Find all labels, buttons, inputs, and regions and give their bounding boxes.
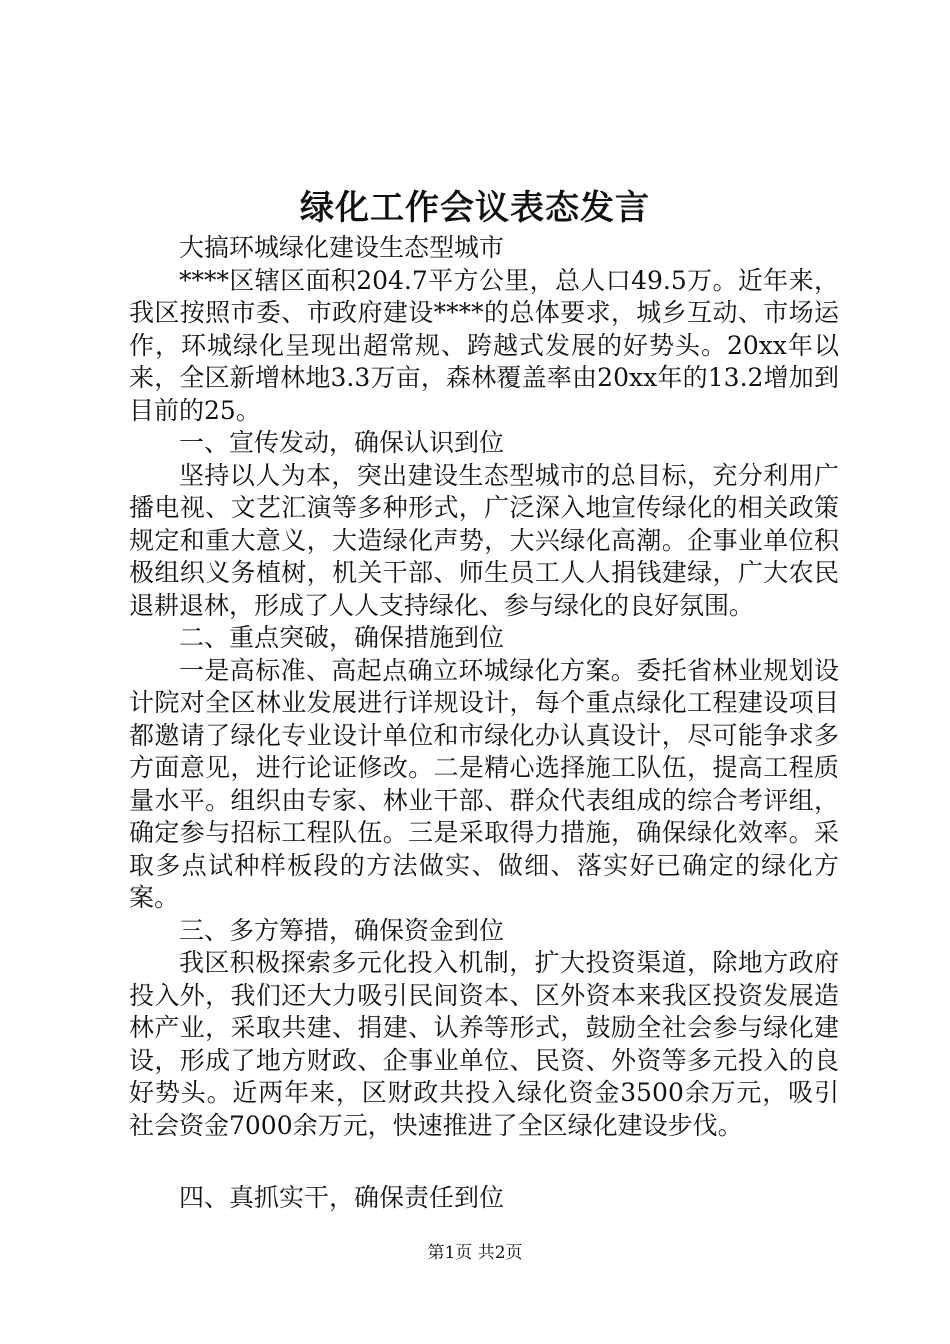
section-heading-4: 四、真抓实干，确保责任到位 [179, 1183, 505, 1212]
document-body [129, 232, 839, 1215]
section-paragraph-3: 我区积极探索多元化投入机制，扩大投资渠道，除地方政府投入外，我们还大力吸引民间资本、区外资本来我区投资发展造林产业，采取共建、捐建、认养等形式，鼓励全社会参与绿化建设，形成了地方财政、企事业单位、民资、外资等多元投入的良好势头。近两年来，区财政共投入绿化资金3500余万元，吸引社会资金7000余万元，快速推进了全区绿化建设步伐。 [129, 948, 839, 1140]
paragraph-spacer [129, 1142, 839, 1182]
section-heading-2: 二、重点突破，确保措施到位 [179, 623, 505, 652]
section-paragraph-1: 坚持以人为本，突出建设生态型城市的总目标，充分利用广播电视、文艺汇演等多种形式，广泛深入地宣传绿化的相关政策规定和重大意义，大造绿化声势，大兴绿化高潮。企事业单位积极组织义务植树，机关干部、师生员工人人捐钱建绿，广大农民退耕退林，形成了人人支持绿化、参与绿化的良好氛围。 [129, 460, 839, 620]
intro-paragraph: ****区辖区面积204.7平方公里，总人口49.5万。近年来，我区按照市委、市政府建设****的总体要求，城乡互动、市场运作，环城绿化呈现出超常规、跨越式发展的好势头。20xx年以来，全区新增林地3.3万亩，森林覆盖率由20xx年的13.2增加到目前的25。 [129, 265, 839, 425]
section-heading-1: 一、宣传发动，确保认识到位 [179, 428, 505, 457]
subtitle-paragraph: 大搞环城绿化建设生态型城市 [179, 233, 505, 262]
section-heading-3: 三、多方筹措，确保资金到位 [179, 915, 505, 945]
page-footer: 第1页 共2页 [427, 1243, 523, 1263]
document-title: 绿化工作会议表态发言 [300, 188, 650, 228]
section-paragraph-2: 一是高标准、高起点确立环城绿化方案。委托省林业规划设计院对全区林业发展进行详规设计，每个重点绿化工程建设项目都邀请了绿化专业设计单位和市绿化办认真设计，尽可能争求多方面意见，进行论证修改。二是精心选择施工队伍，提高工程质量水平。组织由专家、林业干部、群众代表组成的综合考评组，确定参与招标工程队伍。三是采取得力措施，确保绿化效率。采取多点试种样板段的方法做实、做细、落实好已确定的绿化方案。 [129, 655, 839, 912]
